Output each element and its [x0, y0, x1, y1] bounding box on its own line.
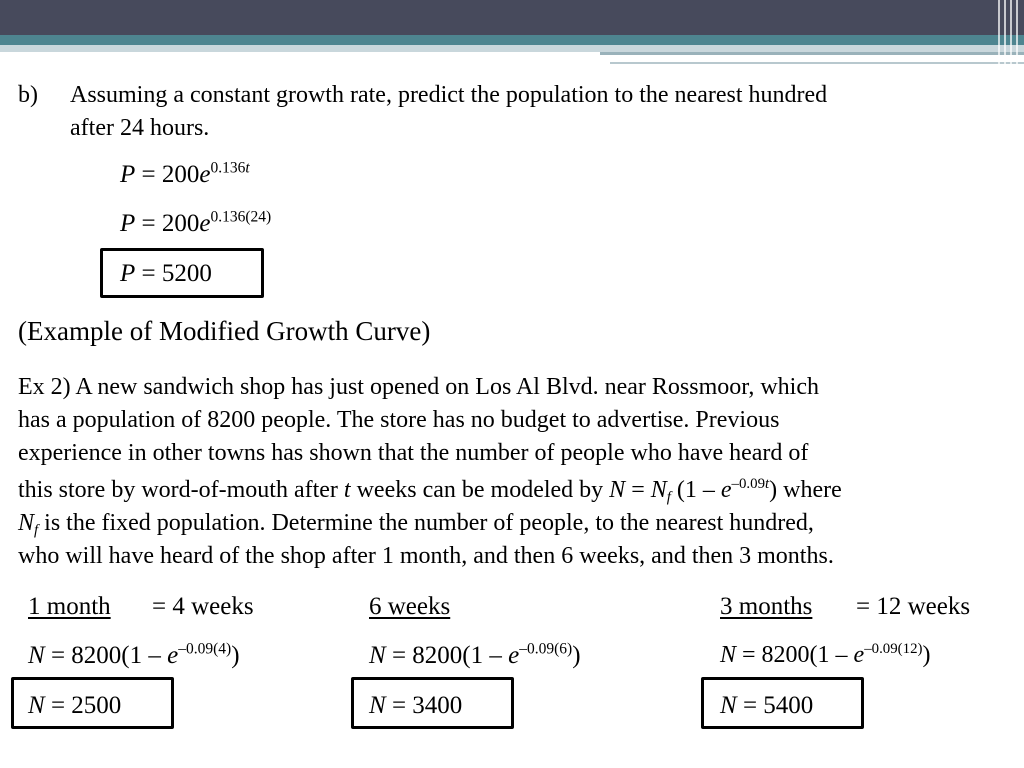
accent-band — [0, 35, 1024, 45]
col-1-equation: $N = 8200(1 - e^{-0.09(4)})$ — [28, 640, 240, 669]
part-label: b) — [18, 82, 38, 108]
part-b-text-line1: Assuming a constant growth rate, predict the population to the nearest hundred — [70, 82, 828, 108]
ex2-line5: $N_f$ is the fixed population. Determine the number of people, to the nearest hundred, — [18, 510, 814, 539]
accent-line — [600, 52, 1024, 55]
col-1-equivalent: = 4 weeks — [152, 593, 254, 620]
col-2-equation: $N = 8200(1 - e^{-0.09(6)})$ — [369, 640, 581, 669]
part-b-text-line2: after 24 hours. — [70, 115, 210, 141]
col-2-answer: N = 3400 — [369, 692, 463, 719]
ex2-line3: experience in other towns has shown that the number of people who have heard of — [18, 440, 809, 466]
col-1-heading: 1 month — [28, 593, 111, 620]
col-3-equation: $N = 8200(1 - e^{-0.09(12)})$ — [720, 641, 931, 668]
equation-3: P = 5200 — [120, 260, 212, 287]
equation-1: $P = 200e^{0.136t}$ — [120, 159, 250, 188]
title-bar — [0, 0, 1024, 35]
corner-stripes — [994, 0, 1024, 70]
accent-band-light — [0, 45, 1024, 52]
col-3-answer: N = 5400 — [720, 692, 814, 719]
col-3-equivalent: = 12 weeks — [856, 593, 971, 620]
col-1-answer: N = 2500 — [28, 692, 122, 719]
section-heading: (Example of Modified Growth Curve) — [18, 316, 431, 346]
ex2-line1: Ex 2) A new sandwich shop has just opened on Los Al Blvd. near Rossmoor, which — [18, 374, 819, 400]
ex2-line4: this store by word-of-mouth after t weeks can be modeled by $N = N_f$ $(1 - e^{-0.09t})$ where — [18, 476, 842, 506]
equation-2: $P = 200e^{0.136(24)}$ — [120, 208, 272, 237]
ex2-line6: who will have heard of the shop after 1 month, and then 6 weeks, and then 3 months. — [18, 543, 834, 569]
col-2-heading: 6 weeks — [369, 593, 451, 620]
col-3-heading: 3 months — [720, 593, 813, 620]
ex2-line2: has a population of 8200 people. The store has no budget to advertise. Previous — [18, 407, 780, 433]
accent-line — [610, 62, 1024, 64]
